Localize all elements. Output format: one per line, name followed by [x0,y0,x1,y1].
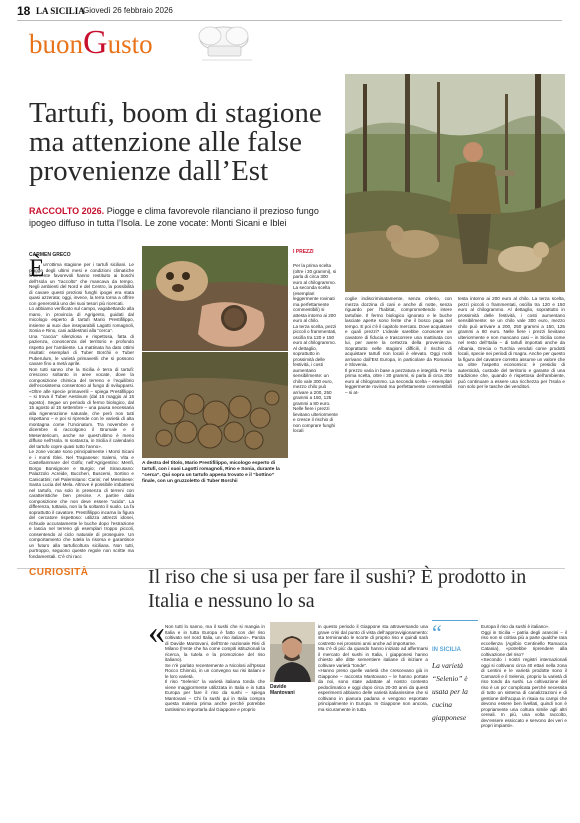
article-column-1: un’ottima stagione per i tartufi siciliani. Le piogge degli ultimi mesi e condizioni climatiche finalmente favorevoli hanno restituito ai boschi dell’Isola un “raccolto” che mancava da tempo. Negli ambienti del Nord e del Centro, la possibilità di cavare questi preziosi funghi ipogei era stata quasi azzerata; oggi, invece, la terra torna a offrire con generosità uno dei suoi tesori più ricercati. Lo abbiamo verificato sul campo, vagabettando alla mano, in provincia di Agrigento, guidati dal micologo esperto di tartufi Mario Prestifilippo, insieme ai suoi due inseparabili Lagotti romagnoli, Sonia e Rino, cani addestrati alla “cerca”. Una “caccia” silenziosa e rispettosa, fatta di pazienza, conoscenza del territorio e profondo rispetto per l’ambiente. La mattinata ha dato ottimi risultati: esemplari di Tuber Borchii e Tuber Puberulum, le varietà primaverili che si possono cavare fino a metà aprile. Non tutti sanno che la Sicilia è terra di tartufi: crescono soltanto in aree vocate, dove la composizione chimica del terreno e l’equilibrio dell’ecosistema consentono al fungo di svilupparsi. «Oltre alle specie primaverili – spiega Prestifilippo – si trova il Tuber Aestivum (dal 15 maggio al 15 agosto). Segue un periodo di fermo biologico, dal 15 agosto al 15 settembre – una pausa necessaria alla rigenerazione naturale, che però non tutti rispettano – e poi si riprende con le varietà di alta montagna come l’Uncinatum. Tra novembre e dicembre si raccolgono il Brumale e il Mesentericum, anche se quest’ultimo è meno diffuso nell’Isola. In sostanza, in Sicilia il calendario del tartufo copre quasi tutto l’anno». Le zone vocate sono principalmente i Monti Sicani e i monti Iblei. Nel Trapanese: Salemi, Vita e Castellammare del Golfo; nell’Agrigentino: Menfi, Borgo Bonsignore e Burgio; nel Siracusano: Palazzolo Acreide, Buccheri, Buscemi, Sortino e Canicattini; nel Palermitano: Carini; nel Messinese: Santa Lucia del Mela. Altrove è possibile imbattersi nel tartufo, ma solo in presenza di terreni con caratteristiche ben precise. A partire dalla composizione che non deve essere “acida”. La differenza, tuttavia, non la fa soltanto il suolo. La fa soprattutto il cavatore. Prestifilippo incarna la figura del cercatore rispettoso: utilizza attrezzi idonei, richiude accuratamente le buche dopo l’estrazione e lascia nel terreno gli esemplari troppo piccoli, consentendo al ciclo naturale di proseguire. Un comportamento che tutela la risorsa e garantisce un futuro alla tartuficoltura siciliana. Non tutti, purtroppo, seguono queste regole non scritte ma fondamentali. C’è chi racc [29,262,134,559]
prezzi-title: I PREZZI [293,249,314,255]
section-logo-part2: usto [107,29,153,59]
curiosita-label: CURIOSITÀ [29,567,89,578]
photo-truffle-in-hand [142,246,288,351]
prezzi-box [293,249,338,565]
article2-column-4: Europa il riso da sushi è italiano». Oggi in Sicilia – patria degli arancini – il riso non si coltiva più a parte qualche rara eccellenza (Agribio Centinello Ramacca Catania), «potrebbe riprendere alla coltivazione del riso? «Secondo i nostri registri internazionali oggi si coltivano circa 40 ettari nella zona di Lentini e le varietà prodotte sono il Carnaroli e il Selenio, proprio la varietà di riso tondo da sushi. La coltivazione del riso è un po’ complicata perché necessita di tutto un sistema di canalizzazioni e di gestione dell’acqua in risaia su campi che devono essere ben livellati, quindi non è propriamente una coltura simile agli altri cereali. In più, una volta raccolto, dev’essere essiccato e servono dei veri e propri impianti». [481,624,567,728]
article-subhead-text: Piogge e clima favorevole rilanciano il prezioso fungo ipogeo diffuso in tutta l’Isola. Le zone vocate: Monti Sicani e Iblei [29,206,319,228]
article2-column-1: Non tutti lo sanno, ma il sushi che si mangia in Italia e in tutta Europa è fatto con del riso coltivato nel nord Italia, un riso italiano». Parola di Davide Mantovani, dell’Ente nazionale Risi di Milano (l’ente che ha come compiti istituzionali la ricerca, la tutela e la promozione del riso italiano). Se n’è parlato recentemente a Nicolosi all’Ipssat Rocco Chinnici, in un convegno sui risi italiani e le loro varietà. Il riso “Selenio” la varietà italiana tonda che viene maggiormente utilizzata in Italia e in tutta Europa per fare il riso da sushi – spiega Mantovani – Chi fa sushi qui in Italia compra questa materia prima anche perché potrebbe tantissimo importarla dal Giappone e proprio [165,624,265,712]
photo-truffle-hunter [345,74,565,292]
section-logo-part1: buon [29,29,83,59]
article-dropcap: È [29,255,45,282]
photo-caption: A destra del titolo, Mario Prestifilippo, micologo esperto di tartufi, con i suoi Lagotti romagnoli, Rino e Sonia, durante la “cerca”. Qui sopra un tartufo appena trovato e il “bottino” finale, con un gruzzoletto di Tuber Borchii [142,461,280,484]
section-logo [29,24,153,61]
photo-davide-mantovani [270,622,315,682]
article-column-5: testa intorno ai 200 euro al chilo. La terza scelta, pezzi piccoli o frammentati, oscilla tra 120 e 150 euro al chilogrammo. Al dettaglio, soprattutto in prossimità delle festività, i costi aumentano sensibilmente: se un chilo vale 300 euro, mezzo chilo può arrivare a 200, 250 grammi a 150, 125 grammi a 80 euro. Nelle fiere i prezzi lievitano ulteriormente e non mancano casi – in Sicilia come nel resto dell’Italia – di tartufi importati anche da Albania, Grecia o Turchia venduti come prodotti locali, specie nei periodi di magra. Anche per questo la figura del cavatore corretto assume un valore che va oltre l’aspetto economico: è presidio di autenticità, custode del territorio e garante di una tradizione che, quando è rispettosa dell’ambiente, può continuare a essere una ricchezza per l’Isola e non solo per le tasche dei venditori. [458,296,565,389]
header-rule [17,20,562,21]
newspaper-name: LA SICILIA [36,6,85,16]
article-byline: CARMEN GRECO [29,252,71,258]
in-sicilia-box [432,620,478,760]
photo-davide-mantovani-caption: Davide Mantovani [270,684,295,696]
photo-truffle-pile [142,352,288,458]
article2-column-2: in questo periodo il Giappone sta attraversando una grave crisi dal punto di vista dell’approvvigionamento: sta terminando le scorte di proprio riso e quindi sarà costretto nei prossimi anni anche ad importarne. Ma c’è di più: da quando hanno iniziato ad affermarsi il mercato del sushi in Italia, i giapponesi hanno chiesto alle ditte sementiere italiane di iniziare a coltivare varietà “tonde”. «Hanno preso quelle varietà che crescevano già in Giappone – racconta Mantovano – le hanno portate da noi, sono state adattate al nostro contesto pedoclimatico e oggi dopo circa 20-30 anni da questi esperimenti abbiamo delle varietà italianissime che si coltivano in pianura padana e vengono esportate principalmente in Europa. In Giappone non ancora, ma sicuramente in tutta [318,624,428,712]
article-headline: Tartufi, boom di stagione ma attenzione alle false provenienze dall’Est [29,97,322,187]
prezzi-text: Per la prima scelta (oltre i 30 grammi), si parla di circa 300 euro al chilogrammo. La seconda scelta (esemplari leggermente rovinati ma perfettamente commestibili) si attesta intorno ai 200 euro al chilo. La terza scelta, pezzi piccoli o frammentati, oscilla tra 120 e 150 euro al chilogrammo. Al dettaglio, soprattutto in prossimità delle festività, i costi aumentano sensibilmente: un chilo vale 300 euro, mezzo chilo può arrivare a 200, 250 grammi a 150, 125 grammi a 80 euro. Nelle fiere i prezzi lievitano ulteriormente e cresce il rischio di non comprare funghi locali [293,263,338,433]
in-sicilia-quote-mark-icon: “ [432,620,442,645]
article-kicker: RACCOLTO 2026. [29,206,105,216]
page-header [0,0,580,66]
in-sicilia-label: IN SICILIA [432,647,462,653]
article2-quote-mark: « [148,614,165,651]
article2-headline: Il riso che si usa per fare il sushi? È prodotto in Italia e nessuno lo sa [148,566,527,612]
page-date: Giovedì 26 febbraio 2026 [83,6,173,15]
section-logo-letter: G [83,24,108,61]
chef-hat-icon [190,22,260,62]
article-column-4: coglie indiscriminatamente, senza criterio, con mezza dozzina di cani e anche di notte, senza riguardo per l’habitat, compromettendo intere tartufaie. Il fermo biologico ignorato e le buche lasciate aperte sono ferite che il bosco paga nel tempo. E poi c’è il capitolo mercato. Dove acquistare e quali prezzi? L’ideale sarebbe conoscere un cavatore di fiducia e trascorrere una mattinata con lui, per avere la certezza della provenienza. Soprattutto nelle stagioni difficili, il rischio di acquistare tartufi non locali è elevato. Oggi molti arrivano dall’Est Europa, in particolare da Romania e Slovenia. Il prezzo varia in base a pezzatura e integrità. Per la prima scelta, oltre i 30 grammi, si parla di circa 300 euro al chilogrammo. La seconda scelta – esemplari leggermente rovinati ma perfettamente commestibili – si at- [345,296,452,395]
page-number: 18 [17,4,31,18]
article-subhead [29,206,339,229]
in-sicilia-quote: La varietà “Selenio” è usata per la cucina giapponese [432,661,468,722]
